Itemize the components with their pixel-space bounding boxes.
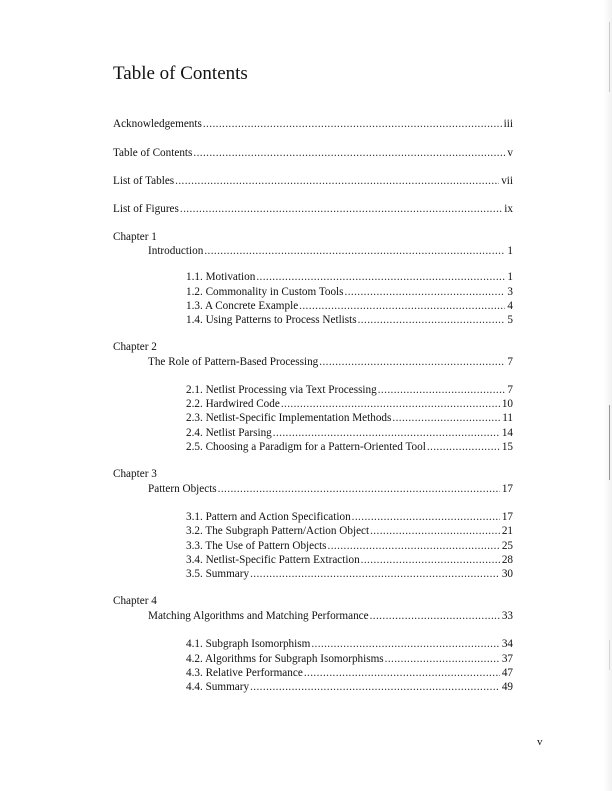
toc-section-4-1[interactable] <box>186 637 513 651</box>
dot-leader <box>180 202 502 216</box>
toc-entry-label: 1.4. Using Patterns to Process Netlists <box>186 314 357 326</box>
dot-leader <box>256 270 505 284</box>
chapter-1-label: Chapter 1 <box>113 231 157 243</box>
dot-leader <box>370 609 500 623</box>
dot-leader <box>299 299 505 313</box>
toc-entry-page: 49 <box>501 681 513 693</box>
toc-chapter-2[interactable] <box>148 355 513 369</box>
toc-entry-label: The Role of Pattern-Based Processing <box>148 356 319 368</box>
toc-entry-page: 3 <box>507 286 513 298</box>
toc-section-4-4[interactable] <box>186 680 513 694</box>
dot-leader <box>352 510 500 524</box>
toc-entry-page: 47 <box>501 667 513 679</box>
toc-entry-label: 2.4. Netlist Parsing <box>186 427 272 439</box>
scanned-page-edge <box>604 0 612 791</box>
toc-section-2-2[interactable] <box>186 397 513 411</box>
scan-mark <box>609 22 610 92</box>
toc-entry-acknowledgements[interactable] <box>113 117 513 131</box>
dot-leader <box>370 524 500 538</box>
toc-entry-page: 17 <box>501 511 513 523</box>
toc-entry-page: 37 <box>501 653 513 665</box>
toc-section-2-3[interactable] <box>186 411 513 425</box>
toc-entry-label: 3.4. Netlist-Specific Pattern Extraction <box>186 554 360 566</box>
toc-section-2-5[interactable] <box>186 440 513 454</box>
chapter-4-label: Chapter 4 <box>113 595 157 607</box>
toc-entry-page: 33 <box>501 610 513 622</box>
toc-entry-page: 15 <box>501 441 513 453</box>
toc-entry-label: List of Figures <box>113 203 179 215</box>
dot-leader <box>319 355 505 369</box>
toc-entry-page: ix <box>504 203 513 215</box>
toc-entry-table-of-contents[interactable] <box>113 146 513 160</box>
toc-entry-label: 1.3. A Concrete Example <box>186 300 299 312</box>
toc-entry-page: 21 <box>501 525 513 537</box>
toc-entry-label: 1.1. Motivation <box>186 271 256 283</box>
toc-entry-label: 3.5. Summary <box>186 568 250 580</box>
toc-entry-label: Introduction <box>148 245 204 257</box>
page-number: v <box>537 736 543 748</box>
toc-entry-label: Matching Algorithms and Matching Performance <box>148 610 369 622</box>
toc-entry-label: 2.3. Netlist-Specific Implementation Methods <box>186 412 392 424</box>
toc-entry-label: 3.1. Pattern and Action Specification <box>186 511 351 523</box>
toc-entry-label: 2.1. Netlist Processing via Text Processing <box>186 384 377 396</box>
toc-chapter-1[interactable] <box>148 244 513 258</box>
page-title: Table of Contents <box>113 63 248 84</box>
dot-leader <box>392 411 500 425</box>
dot-leader <box>250 680 500 694</box>
chapter-3-label: Chapter 3 <box>113 468 157 480</box>
dot-leader <box>218 482 500 496</box>
dot-leader <box>358 313 506 327</box>
toc-entry-label: 4.1. Subgraph Isomorphism <box>186 638 311 650</box>
toc-section-4-3[interactable] <box>186 666 513 680</box>
toc-section-3-5[interactable] <box>186 567 513 581</box>
toc-entry-label: Pattern Objects <box>148 483 217 495</box>
toc-entry-page: 11 <box>502 412 513 424</box>
dot-leader <box>273 426 500 440</box>
toc-section-3-4[interactable] <box>186 553 513 567</box>
scan-mark <box>609 640 610 670</box>
toc-entry-label: List of Tables <box>113 175 175 187</box>
toc-entry-page: 5 <box>507 314 513 326</box>
toc-section-4-2[interactable] <box>186 652 513 666</box>
toc-entry-page: 14 <box>501 427 513 439</box>
toc-entry-label: Table of Contents <box>113 147 193 159</box>
dot-leader <box>345 285 506 299</box>
toc-section-3-1[interactable] <box>186 510 513 524</box>
dot-leader <box>193 146 505 160</box>
toc-section-3-2[interactable] <box>186 524 513 538</box>
toc-entry-page: v <box>507 147 513 159</box>
toc-section-2-1[interactable] <box>186 383 513 397</box>
toc-entry-label: 3.2. The Subgraph Pattern/Action Object <box>186 525 370 537</box>
toc-entry-page: 7 <box>507 384 513 396</box>
toc-entry-page: 30 <box>501 568 513 580</box>
toc-entry-page: 34 <box>501 638 513 650</box>
toc-entry-label: 4.2. Algorithms for Subgraph Isomorphisms <box>186 653 384 665</box>
toc-entry-page: 1 <box>507 245 513 257</box>
dot-leader <box>281 397 500 411</box>
toc-section-3-3[interactable] <box>186 539 513 553</box>
toc-chapter-3[interactable] <box>148 482 513 496</box>
toc-entry-page: 25 <box>501 540 513 552</box>
dot-leader <box>304 666 500 680</box>
toc-section-2-4[interactable] <box>186 426 513 440</box>
dot-leader <box>427 440 500 454</box>
chapter-2-label: Chapter 2 <box>113 341 157 353</box>
toc-section-1-3[interactable] <box>186 299 513 313</box>
dot-leader <box>175 174 499 188</box>
dot-leader <box>361 553 500 567</box>
dot-leader <box>203 117 502 131</box>
dot-leader <box>250 567 500 581</box>
toc-entry-page: 4 <box>507 300 513 312</box>
toc-section-1-2[interactable] <box>186 285 513 299</box>
dot-leader <box>204 244 505 258</box>
toc-entry-list-of-figures[interactable] <box>113 202 513 216</box>
toc-entry-label: 1.2. Commonality in Custom Tools <box>186 286 344 298</box>
toc-entry-page: 7 <box>507 356 513 368</box>
toc-entry-list-of-tables[interactable] <box>113 174 513 188</box>
toc-chapter-4[interactable] <box>148 609 513 623</box>
dot-leader <box>328 539 500 553</box>
dot-leader <box>385 652 500 666</box>
toc-section-1-1[interactable] <box>186 270 513 284</box>
toc-entry-label: 4.4. Summary <box>186 681 250 693</box>
toc-entry-page: 17 <box>501 483 513 495</box>
toc-entry-page: 28 <box>501 554 513 566</box>
toc-entry-label: Acknowledgements <box>113 118 202 130</box>
toc-entry-page: 1 <box>507 271 513 283</box>
toc-entry-label: 3.3. The Use of Pattern Objects <box>186 540 327 552</box>
dot-leader <box>311 637 500 651</box>
toc-entry-label: 2.2. Hardwired Code <box>186 398 280 410</box>
toc-entry-page: iii <box>503 118 513 130</box>
toc-entry-label: 2.5. Choosing a Paradigm for a Pattern-Oriented Tool <box>186 441 426 453</box>
toc-entry-page: vii <box>501 175 513 187</box>
scan-mark <box>609 405 610 480</box>
dot-leader <box>378 383 506 397</box>
toc-entry-page: 10 <box>501 398 513 410</box>
toc-entry-label: 4.3. Relative Performance <box>186 667 303 679</box>
toc-section-1-4[interactable] <box>186 313 513 327</box>
